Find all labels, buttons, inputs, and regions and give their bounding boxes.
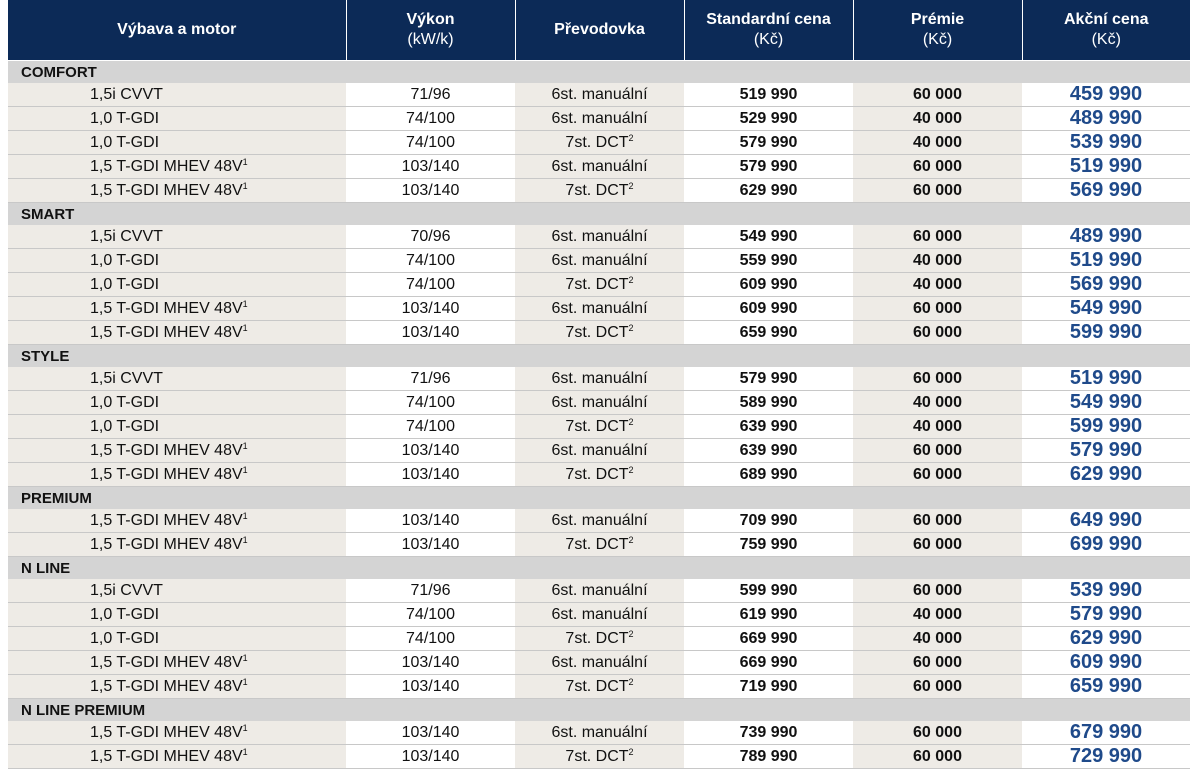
cell-std-cena: 669 990 [684,651,853,675]
cell-motor: 1,0 T-GDI [8,131,346,155]
cell-akcni-cena: 599 990 [1022,415,1190,439]
cell-std-cena: 759 990 [684,533,853,557]
footnote-marker: 2 [628,464,634,475]
footnote-marker: 1 [242,746,248,757]
cell-akcni-cena: 659 990 [1022,675,1190,699]
cell-vykon: 103/140 [346,439,515,463]
cell-motor: 1,0 T-GDI [8,273,346,297]
cell-premie: 60 000 [853,83,1022,107]
table-row [8,603,1190,627]
cell-std-cena: 709 990 [684,509,853,533]
table-row [8,83,1190,107]
cell-vykon: 74/100 [346,603,515,627]
footnote-marker: 1 [242,322,248,333]
cell-prevodovka: 7st. DCT$^2$ [515,321,684,345]
col-header-std-cena: Standardní cena (Kč) [684,0,853,61]
cell-akcni-cena: 579 990 [1022,439,1190,463]
cell-std-cena: 659 990 [684,321,853,345]
group-row [8,345,1190,368]
cell-vykon: 103/140 [346,321,515,345]
cell-premie: 60 000 [853,179,1022,203]
footnote-marker: 1 [242,510,248,521]
cell-vykon: 70/96 [346,225,515,249]
table-row [8,439,1190,463]
col-header-motor: Výbava a motor [8,0,346,61]
cell-prevodovka: 7st. DCT$^2$ [515,745,684,769]
cell-akcni-cena: 579 990 [1022,603,1190,627]
footnote-marker: 2 [628,322,634,333]
col-header-prevodovka: Převodovka [515,0,684,61]
footnote-marker: 2 [628,746,634,757]
cell-std-cena: 609 990 [684,297,853,321]
table-header [8,0,1190,61]
cell-std-cena: 579 990 [684,131,853,155]
cell-motor: 1,5 T-GDI MHEV $48V^1$ [8,297,346,321]
cell-std-cena: 639 990 [684,439,853,463]
table-row [8,627,1190,651]
cell-motor: 1,5i CVVT [8,83,346,107]
cell-akcni-cena: 489 990 [1022,225,1190,249]
table-row [8,367,1190,391]
cell-premie: 40 000 [853,273,1022,297]
cell-prevodovka: 6st. manuální [515,391,684,415]
table-row [8,745,1190,769]
col-header-vykon: Výkon (kW/k) [346,0,515,61]
cell-std-cena: 789 990 [684,745,853,769]
table-row [8,415,1190,439]
cell-akcni-cena: 679 990 [1022,721,1190,745]
cell-motor: 1,5i CVVT [8,579,346,603]
cell-std-cena: 519 990 [684,83,853,107]
cell-premie: 40 000 [853,249,1022,273]
cell-motor: 1,5 T-GDI MHEV $48V^1$ [8,155,346,179]
cell-prevodovka: 7st. DCT$^2$ [515,463,684,487]
footnote-marker: 2 [628,416,634,427]
cell-prevodovka: 7st. DCT$^2$ [515,415,684,439]
cell-std-cena: 689 990 [684,463,853,487]
cell-vykon: 103/140 [346,179,515,203]
footnote-marker: 1 [242,156,248,167]
cell-akcni-cena: 539 990 [1022,579,1190,603]
cell-akcni-cena: 539 990 [1022,131,1190,155]
cell-akcni-cena: 549 990 [1022,297,1190,321]
table-row [8,509,1190,533]
table-row [8,579,1190,603]
cell-akcni-cena: 699 990 [1022,533,1190,557]
table-row [8,107,1190,131]
cell-motor: 1,0 T-GDI [8,249,346,273]
cell-prevodovka: 6st. manuální [515,367,684,391]
cell-motor: 1,5 T-GDI MHEV $48V^1$ [8,675,346,699]
cell-premie: 60 000 [853,651,1022,675]
cell-premie: 40 000 [853,107,1022,131]
cell-premie: 60 000 [853,579,1022,603]
cell-akcni-cena: 459 990 [1022,83,1190,107]
cell-vykon: 103/140 [346,155,515,179]
table-row [8,321,1190,345]
cell-akcni-cena: 549 990 [1022,391,1190,415]
cell-std-cena: 529 990 [684,107,853,131]
table-row [8,131,1190,155]
cell-vykon: 74/100 [346,249,515,273]
cell-motor: 1,0 T-GDI [8,107,346,131]
cell-prevodovka: 6st. manuální [515,721,684,745]
cell-motor: 1,5 T-GDI MHEV $48V^1$ [8,439,346,463]
group-row [8,61,1190,84]
cell-premie: 60 000 [853,321,1022,345]
group-row [8,203,1190,226]
cell-premie: 40 000 [853,415,1022,439]
group-label: SMART [8,203,1190,226]
cell-motor: 1,5 T-GDI MHEV $48V^1$ [8,721,346,745]
cell-std-cena: 739 990 [684,721,853,745]
cell-std-cena: 609 990 [684,273,853,297]
table-row [8,179,1190,203]
table-row [8,463,1190,487]
cell-vykon: 71/96 [346,367,515,391]
cell-vykon: 103/140 [346,745,515,769]
cell-premie: 40 000 [853,391,1022,415]
cell-premie: 60 000 [853,509,1022,533]
cell-vykon: 103/140 [346,463,515,487]
cell-prevodovka: 7st. DCT$^2$ [515,675,684,699]
cell-std-cena: 599 990 [684,579,853,603]
table-row [8,533,1190,557]
group-label: COMFORT [8,61,1190,84]
cell-prevodovka: 6st. manuální [515,107,684,131]
footnote-marker: 1 [242,180,248,191]
cell-akcni-cena: 599 990 [1022,321,1190,345]
footnote-marker: 1 [242,298,248,309]
cell-premie: 60 000 [853,367,1022,391]
group-row [8,699,1190,722]
cell-akcni-cena: 569 990 [1022,273,1190,297]
table-row [8,391,1190,415]
cell-std-cena: 629 990 [684,179,853,203]
table-row [8,155,1190,179]
cell-prevodovka: 7st. DCT$^2$ [515,131,684,155]
cell-motor: 1,5 T-GDI MHEV $48V^1$ [8,745,346,769]
cell-vykon: 74/100 [346,391,515,415]
cell-akcni-cena: 519 990 [1022,249,1190,273]
footnote-marker: 1 [242,722,248,733]
cell-akcni-cena: 729 990 [1022,745,1190,769]
cell-motor: 1,0 T-GDI [8,603,346,627]
cell-std-cena: 579 990 [684,367,853,391]
cell-premie: 60 000 [853,721,1022,745]
cell-vykon: 71/96 [346,579,515,603]
cell-std-cena: 719 990 [684,675,853,699]
cell-prevodovka: 6st. manuální [515,439,684,463]
footnote-marker: 2 [628,180,634,191]
cell-premie: 40 000 [853,627,1022,651]
table-body [8,61,1190,769]
table-row [8,651,1190,675]
cell-premie: 60 000 [853,745,1022,769]
cell-akcni-cena: 519 990 [1022,367,1190,391]
cell-std-cena: 559 990 [684,249,853,273]
cell-akcni-cena: 629 990 [1022,463,1190,487]
group-row [8,487,1190,510]
cell-prevodovka: 7st. DCT$^2$ [515,179,684,203]
group-label: STYLE [8,345,1190,368]
cell-motor: 1,0 T-GDI [8,627,346,651]
price-table [8,0,1190,769]
cell-std-cena: 589 990 [684,391,853,415]
cell-vykon: 103/140 [346,509,515,533]
cell-vykon: 103/140 [346,675,515,699]
footnote-marker: 1 [242,676,248,687]
cell-vykon: 103/140 [346,297,515,321]
cell-prevodovka: 6st. manuální [515,225,684,249]
cell-prevodovka: 6st. manuální [515,297,684,321]
cell-vykon: 103/140 [346,651,515,675]
table-row [8,297,1190,321]
cell-vykon: 74/100 [346,415,515,439]
cell-std-cena: 619 990 [684,603,853,627]
cell-premie: 60 000 [853,155,1022,179]
cell-std-cena: 669 990 [684,627,853,651]
cell-motor: 1,5 T-GDI MHEV $48V^1$ [8,321,346,345]
cell-motor: 1,5i CVVT [8,367,346,391]
footnote-marker: 2 [628,534,634,545]
cell-motor: 1,5i CVVT [8,225,346,249]
cell-prevodovka: 6st. manuální [515,603,684,627]
cell-motor: 1,5 T-GDI MHEV $48V^1$ [8,463,346,487]
cell-premie: 40 000 [853,131,1022,155]
footnote-marker: 1 [242,464,248,475]
cell-akcni-cena: 569 990 [1022,179,1190,203]
footnote-marker: 1 [242,440,248,451]
cell-std-cena: 639 990 [684,415,853,439]
cell-prevodovka: 6st. manuální [515,249,684,273]
group-label: N LINE [8,557,1190,580]
table-row [8,273,1190,297]
cell-prevodovka: 7st. DCT$^2$ [515,273,684,297]
group-label: N LINE PREMIUM [8,699,1190,722]
cell-premie: 60 000 [853,675,1022,699]
cell-vykon: 74/100 [346,627,515,651]
table-row [8,675,1190,699]
cell-motor: 1,0 T-GDI [8,415,346,439]
cell-vykon: 103/140 [346,533,515,557]
cell-std-cena: 549 990 [684,225,853,249]
cell-akcni-cena: 519 990 [1022,155,1190,179]
cell-prevodovka: 7st. DCT$^2$ [515,533,684,557]
col-header-akcni-cena: Akční cena (Kč) [1022,0,1190,61]
cell-premie: 60 000 [853,439,1022,463]
cell-motor: 1,5 T-GDI MHEV $48V^1$ [8,533,346,557]
cell-vykon: 71/96 [346,83,515,107]
cell-motor: 1,5 T-GDI MHEV $48V^1$ [8,651,346,675]
table-row [8,225,1190,249]
cell-prevodovka: 6st. manuální [515,509,684,533]
col-header-premie: Prémie (Kč) [853,0,1022,61]
cell-premie: 60 000 [853,533,1022,557]
cell-premie: 60 000 [853,225,1022,249]
cell-prevodovka: 6st. manuální [515,155,684,179]
cell-prevodovka: 7st. DCT$^2$ [515,627,684,651]
cell-motor: 1,5 T-GDI MHEV $48V^1$ [8,179,346,203]
table-row [8,249,1190,273]
table-row [8,721,1190,745]
cell-akcni-cena: 489 990 [1022,107,1190,131]
footnote-marker: 2 [628,676,634,687]
cell-vykon: 74/100 [346,131,515,155]
cell-premie: 60 000 [853,463,1022,487]
cell-vykon: 74/100 [346,107,515,131]
cell-vykon: 74/100 [346,273,515,297]
cell-premie: 60 000 [853,297,1022,321]
cell-akcni-cena: 629 990 [1022,627,1190,651]
cell-akcni-cena: 609 990 [1022,651,1190,675]
cell-motor: 1,5 T-GDI MHEV $48V^1$ [8,509,346,533]
cell-prevodovka: 6st. manuální [515,83,684,107]
footnote-marker: 2 [628,274,634,285]
cell-akcni-cena: 649 990 [1022,509,1190,533]
cell-vykon: 103/140 [346,721,515,745]
cell-motor: 1,0 T-GDI [8,391,346,415]
footnote-marker: 1 [242,652,248,663]
cell-std-cena: 579 990 [684,155,853,179]
footnote-marker: 2 [628,628,634,639]
group-row [8,557,1190,580]
cell-premie: 40 000 [853,603,1022,627]
footnote-marker: 2 [628,132,634,143]
cell-prevodovka: 6st. manuální [515,651,684,675]
footnote-marker: 1 [242,534,248,545]
group-label: PREMIUM [8,487,1190,510]
cell-prevodovka: 6st. manuální [515,579,684,603]
